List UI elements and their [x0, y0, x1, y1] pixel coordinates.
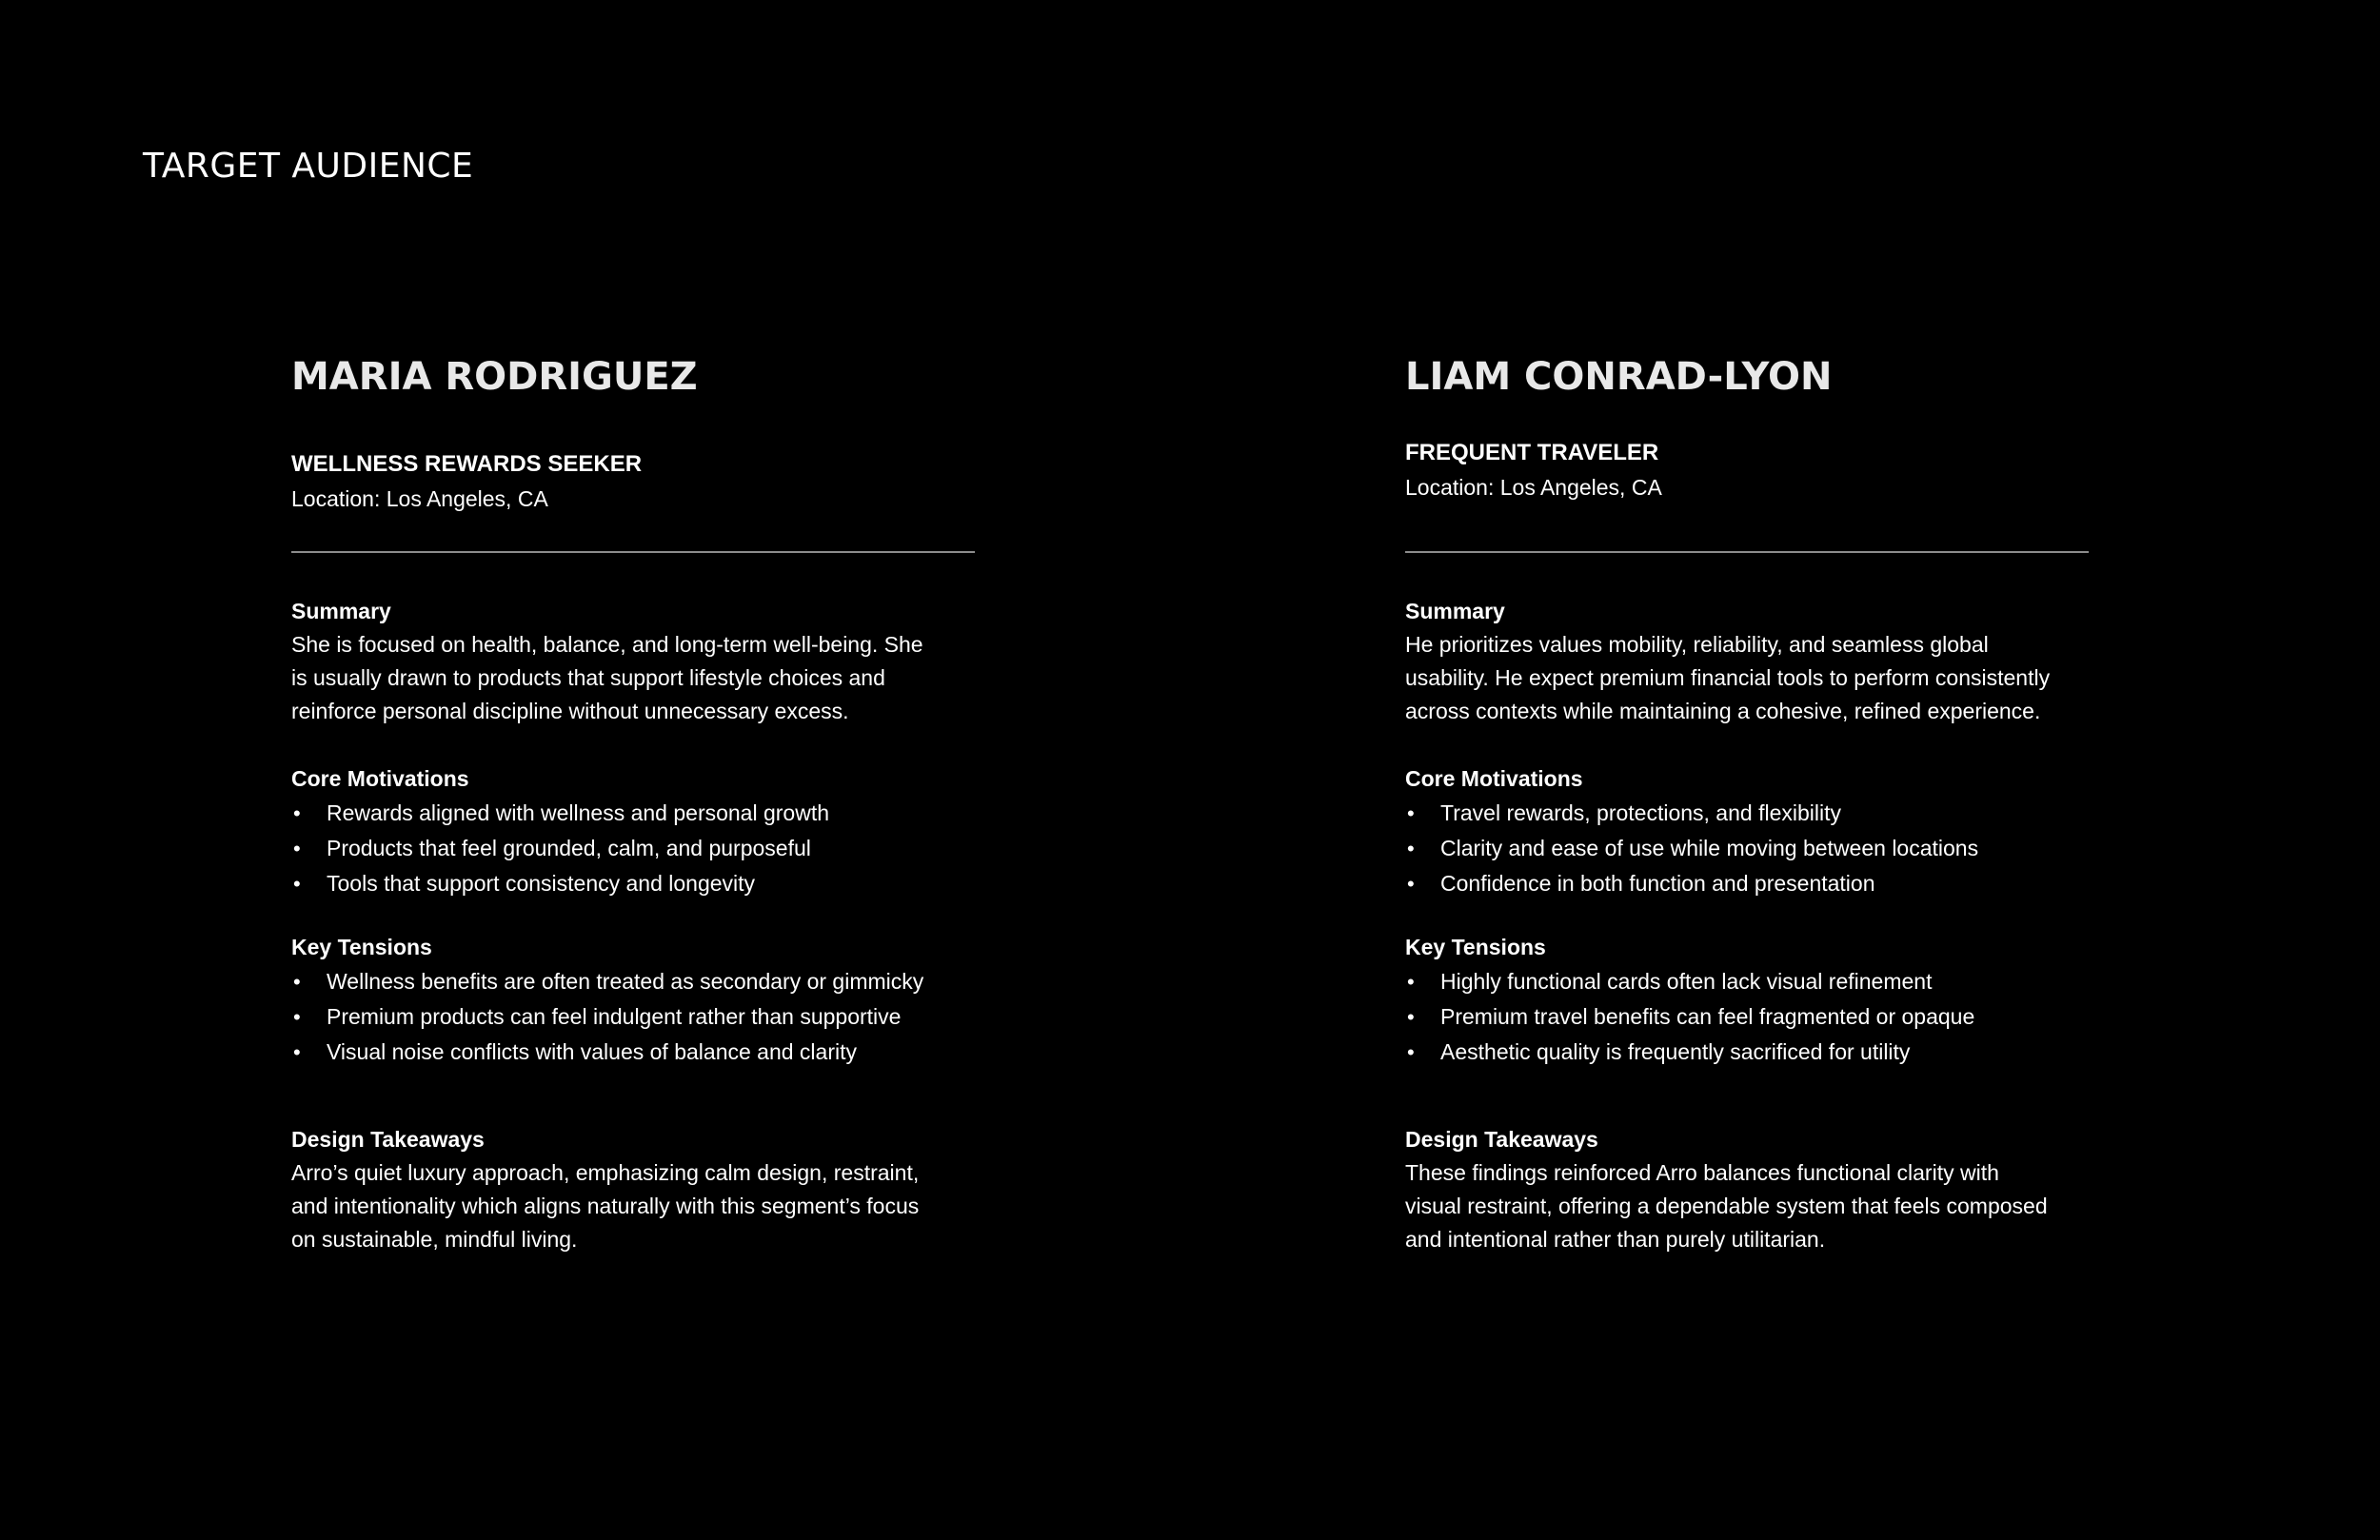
bullet-icon: •: [1407, 837, 1415, 860]
list-item: [1405, 866, 2089, 901]
list-item-text: Products that feel grounded, calm, and purposeful: [327, 836, 811, 860]
list-item-text: Premium travel benefits can feel fragmented or opaque: [1440, 1004, 1975, 1029]
takeaways-line: Arro’s quiet luxury approach, emphasizing calm design, restraint,: [291, 1160, 920, 1185]
list-item-text: Premium products can feel indulgent rather than supportive: [327, 1004, 902, 1029]
design-takeaways-section: [1405, 1123, 2089, 1256]
persona-role: WELLNESS REWARDS SEEKER: [291, 451, 643, 477]
bullet-icon: •: [293, 1040, 301, 1064]
list-item: [291, 796, 975, 831]
summary-line: across contexts while maintaining a cohesive, refined experience.: [1405, 699, 2041, 723]
bullet-icon: •: [1407, 1005, 1415, 1029]
core-motivations-list: [291, 796, 975, 901]
summary-title: Summary: [1405, 599, 1505, 623]
persona-location: Location: Los Angeles, CA: [1405, 475, 1662, 500]
divider: [291, 551, 975, 553]
takeaways-line: on sustainable, mindful living.: [291, 1227, 578, 1252]
summary-line: She is focused on health, balance, and long-term well-being. She: [291, 632, 923, 657]
bullet-icon: •: [293, 1005, 301, 1029]
list-item: [291, 831, 975, 866]
bullet-icon: •: [293, 872, 301, 896]
summary-text: [291, 628, 975, 728]
persona-name: LIAM CONRAD-LYON: [1405, 355, 1833, 399]
list-item-text: Rewards aligned with wellness and personal growth: [327, 800, 830, 825]
list-item: [291, 866, 975, 901]
list-item: [291, 999, 975, 1035]
bullet-icon: •: [293, 837, 301, 860]
list-item-text: Clarity and ease of use while moving between locations: [1440, 836, 1979, 860]
takeaways-line: and intentional rather than purely utilitarian.: [1405, 1227, 1826, 1252]
summary-line: reinforce personal discipline without unnecessary excess.: [291, 699, 849, 723]
list-item: [1405, 831, 2089, 866]
summary-section: [1405, 595, 2089, 728]
key-tensions-section: [291, 931, 975, 1070]
list-item-text: Confidence in both function and presentation: [1440, 871, 1875, 896]
key-tensions-list: [1405, 964, 2089, 1070]
list-item: [291, 1035, 975, 1070]
key-tensions-section: [1405, 931, 2089, 1070]
summary-line: is usually drawn to products that support lifestyle choices and: [291, 665, 885, 690]
takeaways-line: visual restraint, offering a dependable system that feels composed: [1405, 1194, 2048, 1218]
bullet-icon: •: [1407, 1040, 1415, 1064]
list-item: [1405, 1035, 2089, 1070]
design-takeaways-title: Design Takeaways: [1405, 1127, 1598, 1152]
list-item: [1405, 964, 2089, 999]
persona-role: FREQUENT TRAVELER: [1405, 440, 1659, 465]
persona-name: MARIA RODRIGUEZ: [291, 355, 698, 399]
takeaways-line: These findings reinforced Arro balances functional clarity with: [1405, 1160, 1999, 1185]
summary-title: Summary: [291, 599, 391, 623]
design-takeaways-text: [1405, 1156, 2089, 1256]
design-takeaways-text: [291, 1156, 975, 1256]
summary-line: usability. He expect premium financial tools to perform consistently: [1405, 665, 2051, 690]
takeaways-line: and intentionality which aligns naturally with this segment’s focus: [291, 1194, 920, 1218]
list-item: [1405, 999, 2089, 1035]
list-item-text: Aesthetic quality is frequently sacrificed for utility: [1440, 1039, 1911, 1064]
bullet-icon: •: [1407, 970, 1415, 994]
summary-line: He prioritizes values mobility, reliability, and seamless global: [1405, 632, 1989, 657]
bullet-icon: •: [293, 970, 301, 994]
bullet-icon: •: [293, 801, 301, 825]
key-tensions-title: Key Tensions: [1405, 935, 1546, 959]
page-title: TARGET AUDIENCE: [143, 147, 474, 186]
bullet-icon: •: [1407, 872, 1415, 896]
divider: [1405, 551, 2089, 553]
bullet-icon: •: [1407, 801, 1415, 825]
summary-section: [291, 595, 975, 728]
key-tensions-title: Key Tensions: [291, 935, 432, 959]
key-tensions-list: [291, 964, 975, 1070]
list-item: [1405, 796, 2089, 831]
core-motivations-title: Core Motivations: [1405, 766, 1583, 791]
list-item-text: Tools that support consistency and longevity: [327, 871, 756, 896]
list-item-text: Highly functional cards often lack visual refinement: [1440, 969, 1933, 994]
core-motivations-title: Core Motivations: [291, 766, 469, 791]
core-motivations-list: [1405, 796, 2089, 901]
list-item-text: Visual noise conflicts with values of balance and clarity: [327, 1039, 857, 1064]
core-motivations-section: [1405, 762, 2089, 901]
core-motivations-section: [291, 762, 975, 901]
persona-location: Location: Los Angeles, CA: [291, 486, 548, 511]
design-takeaways-section: [291, 1123, 975, 1256]
design-takeaways-title: Design Takeaways: [291, 1127, 485, 1152]
list-item: [291, 964, 975, 999]
summary-text: [1405, 628, 2089, 728]
list-item-text: Travel rewards, protections, and flexibility: [1440, 800, 1841, 825]
list-item-text: Wellness benefits are often treated as secondary or gimmicky: [327, 969, 924, 994]
